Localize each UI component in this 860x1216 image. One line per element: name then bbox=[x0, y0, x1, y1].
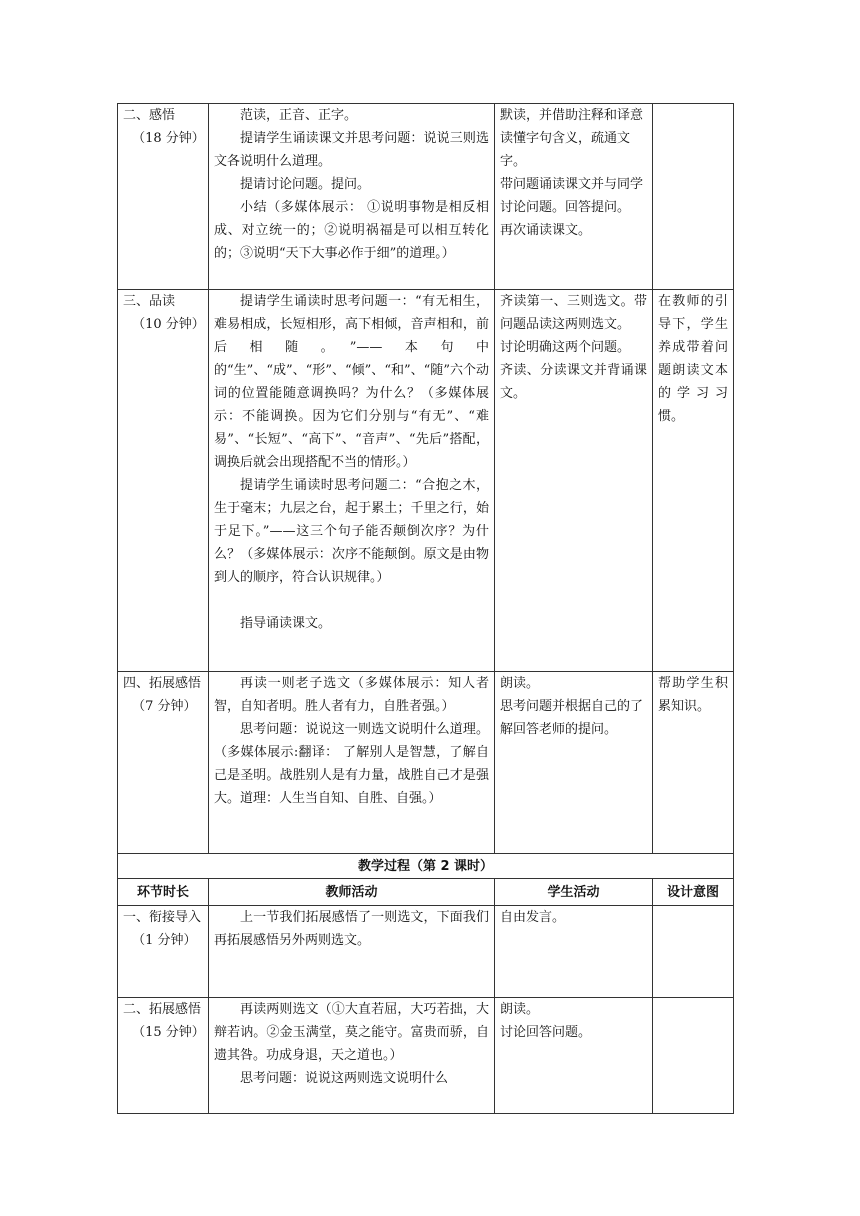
table-row bbox=[118, 672, 734, 854]
design-paragraph: 帮助学生积累知识。 bbox=[658, 676, 728, 714]
section-cell bbox=[118, 906, 209, 998]
section-time: （7 分钟） bbox=[132, 699, 197, 714]
teacher-paragraph: 再读两则选文（①大直若屈，大巧若拙，大辩若讷。②金玉满堂，莫之能守。富贵而骄，自遗其咎。功成身退，天之道也。） bbox=[214, 1002, 489, 1063]
student-activity-cell bbox=[495, 104, 653, 290]
section-title: 二、拓展感悟 bbox=[123, 1002, 202, 1017]
teacher-paragraph: 再读一则老子选文（多媒体展示：知人者智，自知者明。胜人者有力，自胜者强。） bbox=[214, 676, 489, 714]
table-row bbox=[118, 998, 734, 1114]
teacher-activity-cell bbox=[209, 998, 495, 1114]
teacher-paragraph: 提请学生诵读时思考问题一：“有无相生，难易相成，长短相形，高下相倾，音声相和，前后相随。”——本句中的“生”、“成”、“形”、“倾”、“和”、“随”六个动词的位置能随意调换吗？为什么？（多媒体展示：不能调换。因为它们分别与“有无”、“难易”、“长短”、“高下”、“音声”、“先后”搭配，调换后就会出现搭配不当的情形。） bbox=[214, 294, 489, 470]
teacher-paragraph: 思考问题：说说这两则选文说明什么 bbox=[240, 1071, 449, 1086]
section-cell bbox=[118, 998, 209, 1114]
section-time: （10 分钟） bbox=[132, 317, 205, 332]
student-paragraph: 自由发言。 bbox=[500, 910, 566, 925]
teacher-paragraph: 指导诵读课文。 bbox=[240, 616, 332, 631]
design-intent-cell bbox=[653, 104, 734, 290]
student-paragraph: 朗读。 bbox=[500, 1002, 540, 1017]
student-paragraph: 讨论回答问题。 bbox=[500, 1025, 592, 1040]
table-row bbox=[118, 104, 734, 290]
section-banner: 教学过程（第 2 课时） bbox=[118, 854, 734, 879]
section-time: （15 分钟） bbox=[132, 1025, 205, 1040]
student-paragraph: 朗读。 bbox=[500, 676, 540, 691]
design-intent-cell bbox=[653, 998, 734, 1114]
student-paragraph: 讨论明确这两个问题。 bbox=[500, 340, 631, 355]
lesson-plan-table bbox=[117, 103, 734, 1114]
student-activity-cell bbox=[495, 906, 653, 998]
section-cell bbox=[118, 290, 209, 672]
teacher-paragraph: 思考问题：说说这一则选文说明什么道理。（多媒体展示:翻译： 了解别人是智慧，了解自己是圣明。战胜别人是有力量，战胜自己才是强大。道理：人生当自知、自胜、自强。） bbox=[214, 722, 489, 806]
section-title: 二、感悟 bbox=[123, 108, 176, 123]
student-paragraph: 默读，并借助注释和译意读懂字句含义，疏通文字。 bbox=[500, 108, 644, 169]
section-cell bbox=[118, 672, 209, 854]
section-time: （1 分钟） bbox=[132, 933, 197, 948]
column-header: 学生活动 bbox=[495, 879, 653, 906]
design-intent-cell bbox=[653, 906, 734, 998]
section-time: （18 分钟） bbox=[132, 131, 205, 146]
teacher-paragraph: 上一节我们拓展感悟了一则选文，下面我们再拓展感悟另外两则选文。 bbox=[214, 910, 489, 948]
column-header: 环节时长 bbox=[118, 879, 209, 906]
table-header-row bbox=[118, 879, 734, 906]
student-paragraph: 思考问题并根据自己的了解回答老师的提问。 bbox=[500, 699, 644, 737]
table-row bbox=[118, 854, 734, 879]
design-intent-cell bbox=[653, 290, 734, 672]
teacher-activity-cell bbox=[209, 672, 495, 854]
section-title: 四、拓展感悟 bbox=[123, 676, 202, 691]
section-cell bbox=[118, 104, 209, 290]
column-header: 设计意图 bbox=[653, 879, 734, 906]
teacher-paragraph: 提请学生诵读时思考问题二：“合抱之木，生于毫末；九层之台，起于累土；千里之行，始于足下。”——这三个句子能否颠倒次序？为什么？（多媒体展示：次序不能颠倒。原文是由物到人的顺序，符合认识规律。） bbox=[214, 478, 489, 585]
design-paragraph: 在教师的引导下，学生养成带着问题朗读文本的学习习惯。 bbox=[658, 294, 728, 424]
student-activity-cell bbox=[495, 290, 653, 672]
student-paragraph: 齐读、分读课文并背诵课文。 bbox=[500, 363, 647, 401]
student-paragraph: 齐读第一、三则选文。带问题品读这两则选文。 bbox=[500, 294, 647, 332]
blank-line bbox=[214, 589, 489, 612]
student-activity-cell bbox=[495, 998, 653, 1114]
design-intent-cell bbox=[653, 672, 734, 854]
teacher-activity-cell bbox=[209, 290, 495, 672]
teacher-paragraph: 提请讨论问题。提问。 bbox=[240, 177, 371, 192]
teacher-activity-cell bbox=[209, 906, 495, 998]
section-title: 一、衔接导入 bbox=[123, 910, 202, 925]
table-row bbox=[118, 290, 734, 672]
column-header: 教师活动 bbox=[209, 879, 495, 906]
teacher-paragraph: 小结（多媒体展示： ①说明事物是相反相成、对立统一的；②说明祸福是可以相互转化的；③说明“天下大事必作于细”的道理。） bbox=[214, 200, 489, 261]
student-paragraph: 带问题诵读课文并与同学讨论问题。回答提问。 bbox=[500, 177, 644, 215]
student-paragraph: 再次诵读课文。 bbox=[500, 223, 592, 238]
table-row bbox=[118, 906, 734, 998]
teacher-activity-cell bbox=[209, 104, 495, 290]
teacher-paragraph: 提请学生诵读课文并思考问题：说说三则选文各说明什么道理。 bbox=[214, 131, 489, 169]
teacher-paragraph: 范读，正音、正字。 bbox=[240, 108, 358, 123]
section-title: 三、品读 bbox=[123, 294, 176, 309]
student-activity-cell bbox=[495, 672, 653, 854]
